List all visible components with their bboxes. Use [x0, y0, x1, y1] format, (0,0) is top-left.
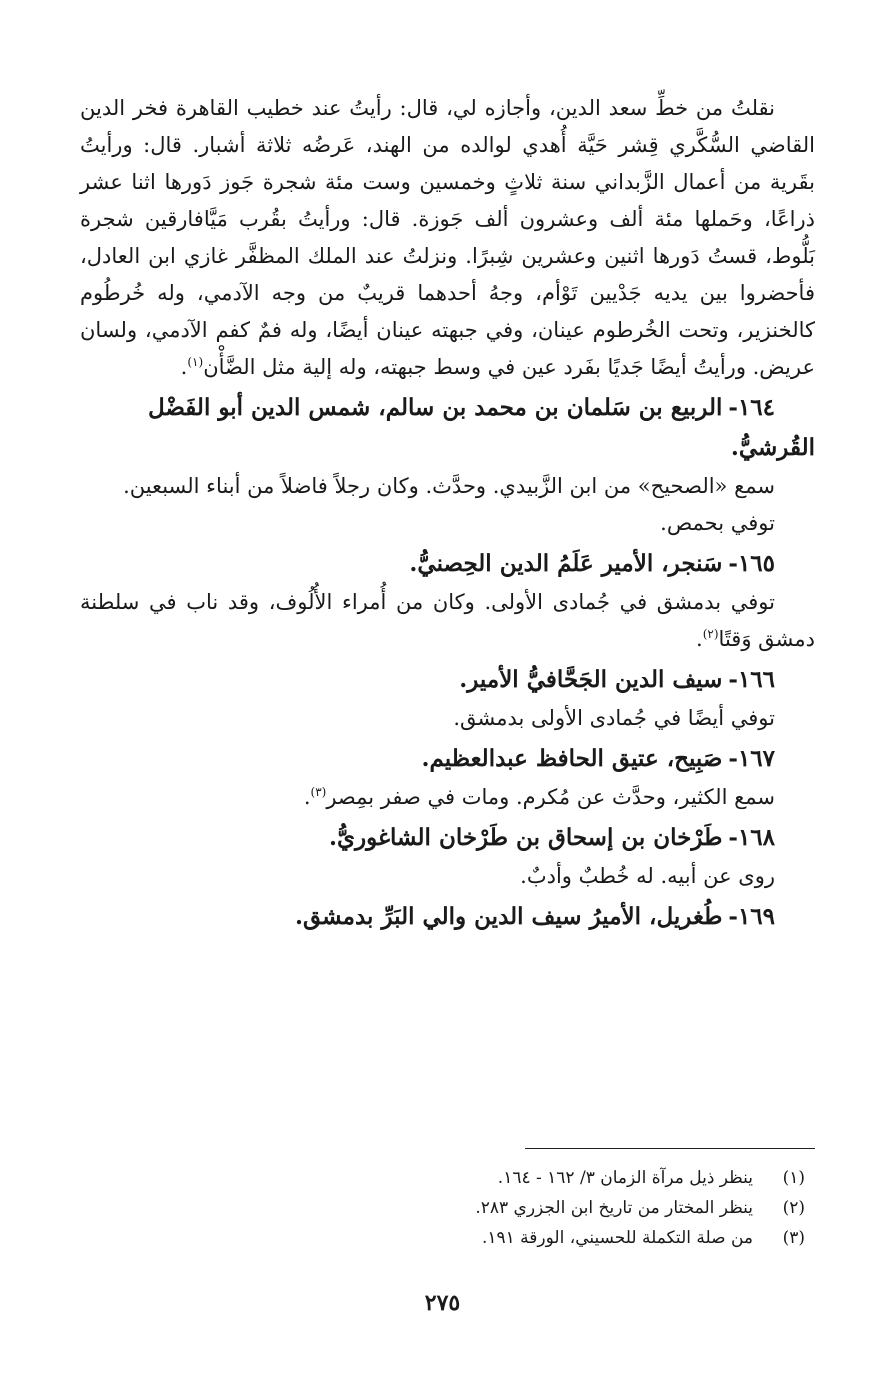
- entry-165-heading: [80, 544, 815, 584]
- footnote-ref-1: (١): [187, 355, 204, 369]
- entry-168-paragraph-1: [80, 858, 815, 895]
- paragraph-text: توفي بدمشق في جُمادى الأولى. وكان من أُمراء الأُلُوف، وقد ناب في سلطنة دمشق وَقتًا: [80, 590, 815, 651]
- paragraph-end: .: [303, 785, 311, 809]
- entry-number: ١٦٦-: [728, 666, 775, 693]
- paragraph-text: سمع «الصحيح» من ابن الزَّبيدي. وحدَّث. وكان رجلاً فاضلاً من أبناء السبعين.: [123, 474, 775, 498]
- footnote-ref-2: (٢): [702, 627, 719, 641]
- paragraph-text: توفي بحمص.: [660, 511, 775, 535]
- footnote-mark: (٣): [782, 1228, 805, 1248]
- paragraph-text: سمع الكثير، وحدَّث عن مُكرم. ومات في صفر بمِصر: [326, 785, 775, 809]
- page-number: ٢٧٥: [424, 1290, 461, 1316]
- entry-number: ١٦٨-: [728, 824, 775, 851]
- entry-166-heading: [80, 660, 815, 700]
- footnote-mark: (٢): [782, 1198, 805, 1218]
- entry-title: صَبِيح، عتيق الحافظ عبدالعظيم.: [421, 745, 723, 772]
- entry-title: الربيع بن سَلمان بن محمد بن سالم، شمس الدين أبو الفَضْل القُرشيُّ.: [147, 394, 815, 461]
- entry-164-paragraph-1: [80, 468, 815, 505]
- opening-passage: [80, 90, 815, 386]
- footnotes: [80, 1148, 815, 1253]
- entry-164-paragraph-2: [80, 505, 815, 542]
- footnote-1: [80, 1163, 815, 1193]
- entry-167-heading: [80, 739, 815, 779]
- footnote-ref-3: (٣): [310, 785, 327, 799]
- footnote-text: من صلة التكملة للحسيني، الورقة ١٩١.: [481, 1228, 753, 1248]
- entry-title: طَرْخان بن إسحاق بن طَرْخان الشاغوريُّ.: [328, 824, 723, 851]
- footnote-3: [80, 1223, 815, 1253]
- entry-title: سيف الدين الجَحَّافيُّ الأمير.: [459, 666, 723, 693]
- entry-168-heading: [80, 818, 815, 858]
- paragraph-text: توفي أيضًا في جُمادى الأولى بدمشق.: [453, 706, 775, 730]
- passage-text: نقلتُ من خطِّ سعد الدين، وأجازه لي، قال: رأيتُ عند خطيب القاهرة فخر الدين القاضي السُّكَّري قِشر حَيَّة أُهدي لوالده من الهند، عَرضُه ثلاثة أشبار. قال: ورأيتُ بقَرية من أعمال الزَّبداني سنة ثلاثٍ وخمسين وست مئة شجرة جَوز دَورها اثنا عشر ذراعًا، وحَملها مئة ألف وعشرون ألف جَوزة. قال: ورأيتُ بقُرب مَيَّافارقين شجرة بَلُّوط، قستُ دَورها اثنين وعشرين شِبرًا. ونزلتُ عند الملك المظفَّر غازي ابن العادل، فأحضروا بين يديه جَدْيين تَوْأم، وجهُ أحدهما قريبٌ من وجه الآدمي، وله خُرطُوم كالخنزير، وتحت الخُرطوم عينان، وفي جبهته عينان أيضًا، وله فمٌ كفم الآدمي، ولسان عريض. ورأيتُ أيضًا جَديًا بفَرد عين في وسط جبهته، وله إلية مثل الضَّأْن: [80, 96, 815, 379]
- entry-165-paragraph-1: [80, 584, 815, 658]
- entry-number: ١٦٤-: [728, 394, 775, 421]
- entry-title: سَنجر، الأمير عَلَمُ الدين الحِصنيُّ.: [409, 550, 723, 577]
- entry-164-heading: [80, 388, 815, 468]
- entry-167-paragraph-1: [80, 779, 815, 816]
- entry-title: طُغريل، الأميرُ سيف الدين والي البَرِّ بدمشق.: [294, 903, 723, 930]
- main-text: [80, 90, 815, 937]
- footnote-2: [80, 1193, 815, 1223]
- entry-number: ١٦٧-: [728, 745, 775, 772]
- entry-number: ١٦٥-: [728, 550, 775, 577]
- footnote-mark: (١): [782, 1168, 805, 1188]
- footnote-divider: [525, 1148, 815, 1149]
- footnote-text: ينظر المختار من تاريخ ابن الجزري ٢٨٣.: [475, 1198, 753, 1218]
- passage-end: .: [180, 355, 188, 379]
- footnote-text: ينظر ذيل مرآة الزمان ٣/ ١٦٢ - ١٦٤.: [497, 1168, 753, 1188]
- entry-number: ١٦٩-: [728, 903, 775, 930]
- paragraph-text: روى عن أبيه. له خُطبٌ وأدبٌ.: [520, 864, 775, 888]
- paragraph-end: .: [696, 627, 703, 651]
- entry-169-heading: [80, 897, 815, 937]
- entry-166-paragraph-1: [80, 700, 815, 737]
